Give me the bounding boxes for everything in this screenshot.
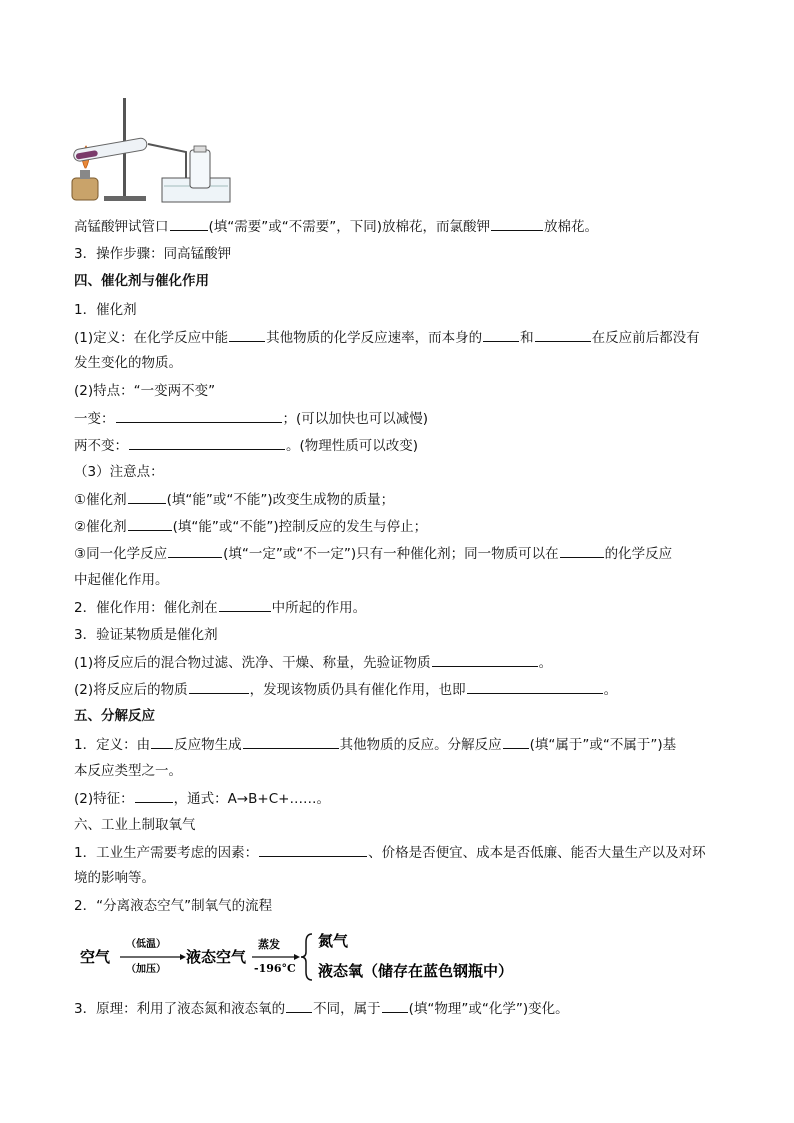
section-heading: 四、催化剂与催化作用 [74,273,209,289]
text-line: 发生变化的物质。 [74,355,182,371]
text: 1．定义：由 [74,737,151,753]
text-line: 1．催化剂 [74,302,137,318]
answer-blank[interactable] [135,788,173,803]
flow-evaporate: 蒸发 [258,938,280,951]
text: (1)定义：在化学反应中能 [74,330,229,346]
answer-blank[interactable] [189,679,249,694]
text-line: (2)特点：“一变两不变” [74,383,216,399]
text: (填“属于”或“不属于”)基 [529,737,677,753]
text: ，通式：A→B+C+……。 [173,791,330,807]
answer-blank[interactable] [170,216,208,231]
text: 。 [603,682,618,698]
lab-apparatus-illustration [66,96,232,206]
text: 3．原理：利用了液态氮和液态氧的 [74,1001,286,1017]
text: 和 [520,330,534,346]
text: 1．工业生产需要考虑的因素： [74,845,259,861]
text-line [74,327,700,348]
text: 、价格是否便宜、成本是否低廉、能否大量生产以及对环 [368,845,706,861]
text: (填“能”或“不能”)改变生成物的质量； [166,492,395,508]
answer-blank[interactable] [286,998,312,1013]
text: 。(物理性质可以改变) [286,438,419,454]
answer-blank[interactable] [168,543,222,558]
section-heading: 六、工业上制取氧气 [74,817,196,833]
flow-low-temp: （低温） [126,939,166,950]
text: (填“能”或“不能”)控制反应的发生与停止； [172,519,428,535]
text-line: 2．“分离液态空气”制氧气的流程 [74,898,273,914]
answer-blank[interactable] [151,734,173,749]
text: 的化学反应 [604,546,673,562]
answer-blank[interactable] [259,842,367,857]
text-line: 中起催化作用。 [74,572,169,588]
text: 2．催化作用：催化剂在 [74,600,218,616]
flow-arrow-head [294,954,300,960]
flow-pressure: （加压） [126,964,166,975]
flow-diagram [72,926,552,986]
text-line: （3）注意点： [74,464,164,480]
answer-blank[interactable] [483,327,519,342]
text: (2)将反应后的物质 [74,682,188,698]
text: (填“需要”或“不需要”，下同)放棉花，而氯酸钾 [208,219,491,235]
answer-blank[interactable] [229,327,265,342]
text-line: 3．验证某物质是催化剂 [74,627,218,643]
text: ，发现该物质仍具有催化作用，也即 [249,682,466,698]
text: 不同，属于 [313,1001,381,1017]
flow-liquid-oxygen: 液态氧（储存在蓝色钢瓶中） [318,962,514,980]
flow-liquid-air: 液态空气 [186,948,247,966]
flow-brace [301,934,312,980]
text-line [74,788,330,809]
text-line [74,408,428,429]
text-line [74,679,617,700]
text-line [74,734,676,755]
answer-blank[interactable] [219,597,271,612]
text: 中所起的作用。 [271,600,367,616]
flow-nitrogen: 氮气 [318,932,349,950]
text: 两不变： [74,438,128,454]
text: ③同一化学反应 [74,546,168,562]
text-line [74,842,706,863]
text-line [74,435,418,456]
text-line [74,597,366,618]
text: ②催化剂 [74,519,127,535]
text-line [74,652,552,673]
answer-blank[interactable] [432,652,538,667]
answer-blank[interactable] [382,998,408,1013]
answer-blank[interactable] [128,516,172,531]
text: 其他物质的反应。分解反应 [339,737,502,753]
text: ；(可以加快也可以减慢) [282,411,429,427]
answer-blank[interactable] [491,216,543,231]
text-line [74,516,427,537]
text: (1)将反应后的混合物过滤、洗净、干燥、称量，先验证物质 [74,655,431,671]
text-line [74,998,569,1019]
text: 高锰酸钾试管口 [74,219,169,235]
text-line: 本反应类型之一。 [74,763,182,779]
text-line [74,489,394,510]
text: 。 [538,655,553,671]
text: 在反应前后都没有 [591,330,700,346]
text: 放棉花。 [544,219,599,235]
text: 反应物生成 [174,737,242,753]
text-line [74,216,598,237]
section-heading: 五、分解反应 [74,708,155,724]
answer-blank[interactable] [243,734,339,749]
flow-air: 空气 [80,948,111,966]
text-line [74,543,672,564]
answer-blank[interactable] [467,679,603,694]
text-line: 境的影响等。 [74,870,155,886]
text-line: 3．操作步骤：同高锰酸钾 [74,246,232,262]
answer-blank[interactable] [535,327,591,342]
answer-blank[interactable] [129,435,285,450]
flow-temp: -196°C [254,962,296,975]
text: (2)特征： [74,791,134,807]
answer-blank[interactable] [128,489,166,504]
answer-blank[interactable] [503,734,529,749]
text: 其他物质的化学反应速率，而本身的 [266,330,483,346]
text: 一变： [74,411,115,427]
answer-blank[interactable] [116,408,282,423]
answer-blank[interactable] [560,543,604,558]
text: (填“一定”或“不一定”)只有一种催化剂；同一物质可以在 [223,546,559,562]
text: (填“物理”或“化学”)变化。 [408,1001,569,1017]
text: ①催化剂 [74,492,127,508]
